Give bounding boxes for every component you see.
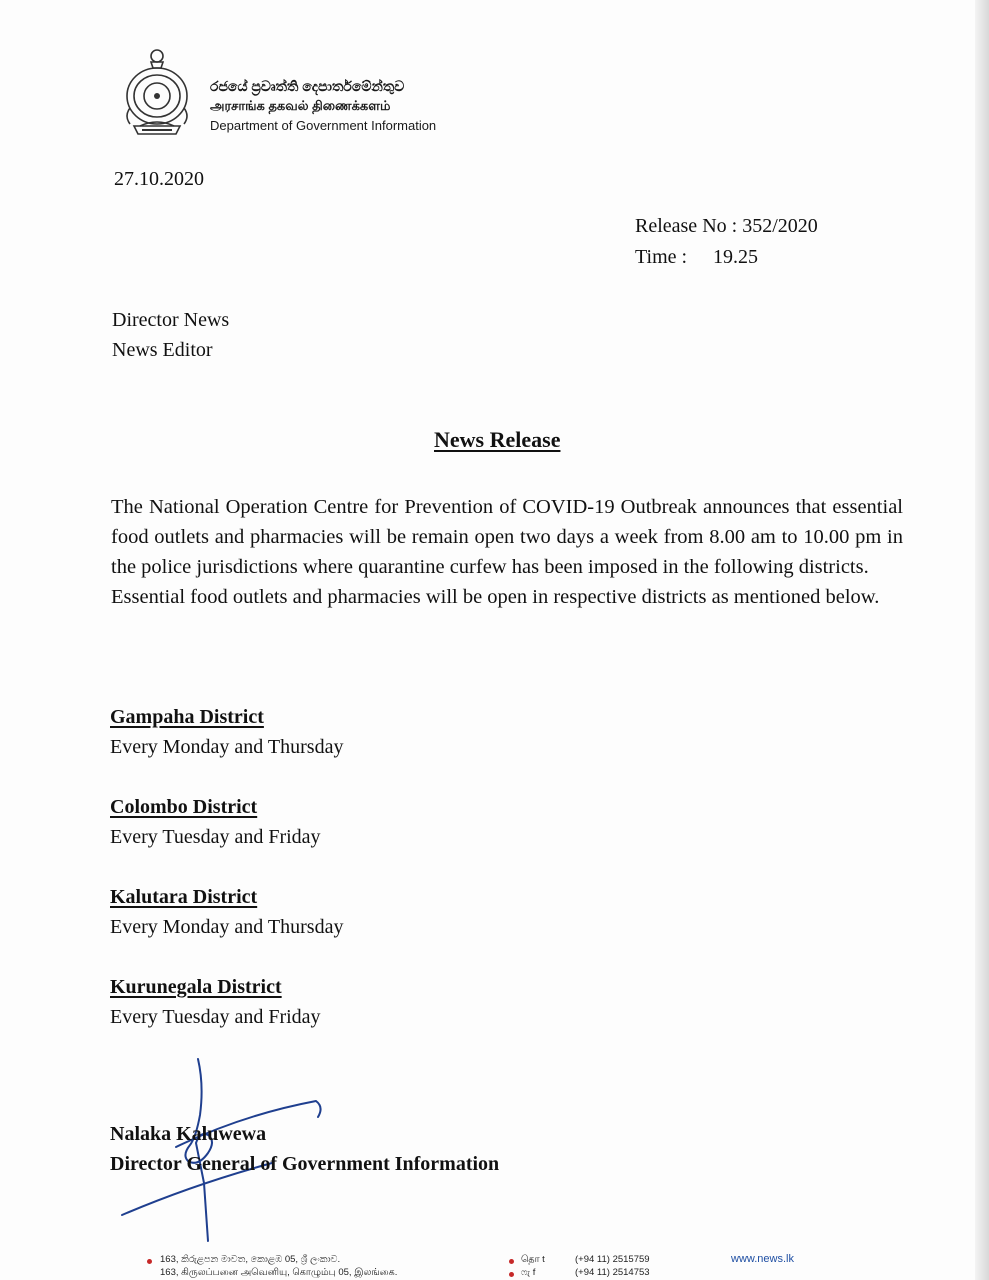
footer-bullet — [147, 1259, 152, 1264]
footer-phone: (+94 11) 2515759 — [575, 1254, 650, 1265]
district-name: Kalutara District — [110, 886, 258, 908]
release-time-label: Time : — [635, 246, 688, 268]
signature-mark — [112, 1055, 342, 1245]
signatory-name: Nalaka Kaluwewa — [110, 1123, 267, 1145]
body-paragraph: The National Operation Centre for Prevention of COVID-19 Outbreak announces that essential food outlets and pharmacies will be remain open two days a week from 8.00 am to 10.00 pm in the police jurisdictions where quarantine curfew has been imposed in the following districts. — [111, 496, 903, 578]
footer — [0, 1252, 989, 1280]
letterhead — [112, 46, 532, 146]
release-time — [635, 246, 758, 269]
district-name: Colombo District — [110, 796, 258, 818]
signatory-title: Director General of Government Information — [110, 1153, 500, 1175]
district-days: Every Tuesday and Friday — [110, 1006, 321, 1028]
release-body — [111, 492, 903, 612]
scan-edge — [975, 0, 989, 1280]
footer-phone-label: தொ t — [521, 1254, 545, 1265]
footer-bullet — [509, 1272, 514, 1277]
release-time-value: 19.25 — [713, 246, 758, 268]
district-block — [110, 972, 321, 1032]
document-heading: News Release — [434, 427, 561, 452]
recipient-line: News Editor — [112, 339, 213, 361]
document-date: 27.10.2020 — [114, 168, 204, 190]
district-block — [110, 702, 343, 762]
district-days: Every Monday and Thursday — [110, 736, 344, 758]
district-block — [110, 882, 343, 942]
district-name: Gampaha District — [110, 706, 264, 728]
recipient-line: Director News — [112, 309, 230, 331]
district-days: Every Monday and Thursday — [110, 916, 344, 938]
letterhead-text — [210, 76, 436, 136]
footer-fax: (+94 11) 2514753 — [575, 1267, 650, 1278]
department-name-sinhala: රජයේ ප්‍රවෘත්ති දෙපාර්තමේන්තුව — [210, 78, 405, 94]
footer-address-tamil: 163, கிருலப்பனை அவெனியு, கொழும்பு 05, இலங்கை. — [160, 1267, 398, 1278]
footer-bullet — [509, 1259, 514, 1264]
district-block — [110, 792, 321, 852]
release-number: Release No : 352/2020 — [635, 215, 818, 237]
footer-website-link[interactable]: www.news.lk — [731, 1253, 794, 1265]
department-name-english: Department of Government Information — [210, 118, 437, 133]
body-paragraph: Essential food outlets and pharmacies will be open in respective districts as mentioned below. — [111, 586, 880, 608]
sri-lanka-emblem-icon — [120, 46, 194, 138]
recipients — [112, 305, 229, 365]
footer-address-sinhala: 163, කිරුළපන මාවත, කොළඹ 05, ශ්‍රී ලංකාව. — [160, 1254, 341, 1265]
district-days: Every Tuesday and Friday — [110, 826, 321, 848]
district-name: Kurunegala District — [110, 976, 282, 998]
footer-fax-label: ෆැ f — [521, 1267, 536, 1278]
department-name-tamil: அரசாங்க தகவல் திணைக்களம் — [210, 98, 391, 113]
